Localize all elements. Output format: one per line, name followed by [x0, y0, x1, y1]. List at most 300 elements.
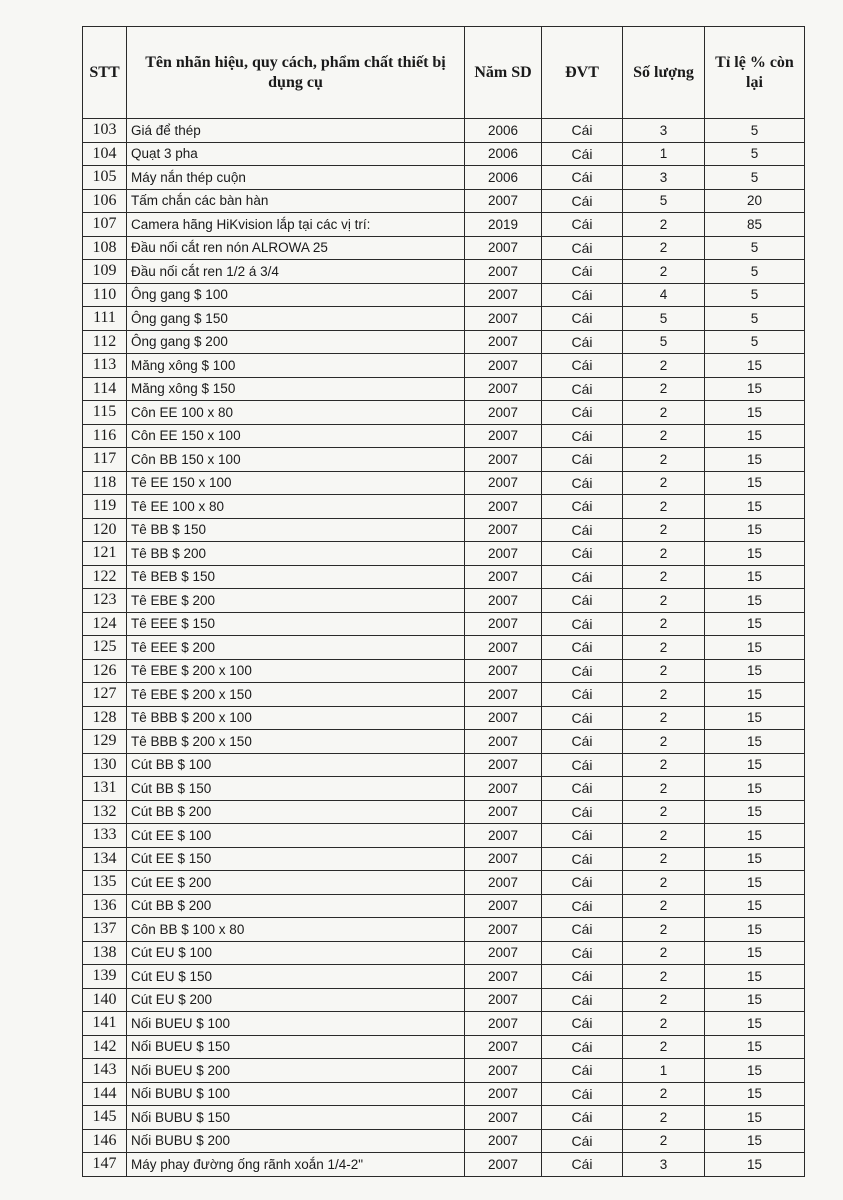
year-cell: 2007 — [465, 495, 542, 519]
qty-cell: 2 — [623, 236, 705, 260]
year-cell: 2007 — [465, 189, 542, 213]
table-row — [83, 189, 805, 213]
year-cell: 2007 — [465, 918, 542, 942]
unit-cell: Cái — [542, 965, 623, 989]
rate-cell: 15 — [705, 824, 805, 848]
rate-cell: 15 — [705, 495, 805, 519]
name-cell: Nối BUEU $ 100 — [127, 1012, 465, 1036]
year-cell: 2007 — [465, 1012, 542, 1036]
name-cell: Máy nắn thép cuộn — [127, 166, 465, 190]
qty-cell: 2 — [623, 424, 705, 448]
year-cell: 2006 — [465, 142, 542, 166]
qty-cell: 1 — [623, 142, 705, 166]
rate-cell: 15 — [705, 659, 805, 683]
name-cell: Quạt 3 pha — [127, 142, 465, 166]
stt-cell: 137 — [83, 918, 127, 942]
stt-cell: 118 — [83, 471, 127, 495]
header-qty: Số lượng — [623, 27, 705, 119]
qty-cell: 2 — [623, 495, 705, 519]
stt-cell: 135 — [83, 871, 127, 895]
name-cell: Tê BEB $ 150 — [127, 565, 465, 589]
stt-cell: 116 — [83, 424, 127, 448]
qty-cell: 2 — [623, 659, 705, 683]
unit-cell: Cái — [542, 448, 623, 472]
year-cell: 2019 — [465, 213, 542, 237]
stt-cell: 142 — [83, 1035, 127, 1059]
table-row — [83, 1153, 805, 1177]
table-row — [83, 659, 805, 683]
rate-cell: 15 — [705, 542, 805, 566]
stt-cell: 112 — [83, 330, 127, 354]
stt-cell: 143 — [83, 1059, 127, 1083]
rate-cell: 15 — [705, 1012, 805, 1036]
stt-cell: 133 — [83, 824, 127, 848]
name-cell: Camera hãng HiKvision lắp tại các vị trí: — [127, 213, 465, 237]
year-cell: 2007 — [465, 448, 542, 472]
table-row — [83, 706, 805, 730]
rate-cell: 15 — [705, 730, 805, 754]
document-page — [82, 26, 805, 1177]
unit-cell: Cái — [542, 589, 623, 613]
name-cell: Nối BUBU $ 200 — [127, 1129, 465, 1153]
name-cell: Tê EEE $ 200 — [127, 636, 465, 660]
rate-cell: 15 — [705, 589, 805, 613]
table-row — [83, 283, 805, 307]
table-row — [83, 636, 805, 660]
qty-cell: 3 — [623, 119, 705, 143]
year-cell: 2007 — [465, 706, 542, 730]
table-row — [83, 941, 805, 965]
name-cell: Cút BB $ 100 — [127, 753, 465, 777]
table-row — [83, 730, 805, 754]
stt-cell: 141 — [83, 1012, 127, 1036]
rate-cell: 15 — [705, 1129, 805, 1153]
qty-cell: 2 — [623, 988, 705, 1012]
table-row — [83, 542, 805, 566]
name-cell: Tê EE 150 x 100 — [127, 471, 465, 495]
table-row — [83, 683, 805, 707]
unit-cell: Cái — [542, 424, 623, 448]
stt-cell: 105 — [83, 166, 127, 190]
name-cell: Cút EE $ 200 — [127, 871, 465, 895]
stt-cell: 110 — [83, 283, 127, 307]
qty-cell: 2 — [623, 589, 705, 613]
name-cell: Cút BB $ 150 — [127, 777, 465, 801]
table-row — [83, 847, 805, 871]
unit-cell: Cái — [542, 1082, 623, 1106]
table-row — [83, 1129, 805, 1153]
unit-cell: Cái — [542, 142, 623, 166]
year-cell: 2007 — [465, 401, 542, 425]
year-cell: 2007 — [465, 659, 542, 683]
unit-cell: Cái — [542, 565, 623, 589]
name-cell: Tê EBE $ 200 x 150 — [127, 683, 465, 707]
stt-cell: 117 — [83, 448, 127, 472]
year-cell: 2007 — [465, 965, 542, 989]
year-cell: 2007 — [465, 518, 542, 542]
rate-cell: 15 — [705, 1153, 805, 1177]
rate-cell: 15 — [705, 753, 805, 777]
name-cell: Cút BB $ 200 — [127, 894, 465, 918]
qty-cell: 1 — [623, 1059, 705, 1083]
year-cell: 2007 — [465, 730, 542, 754]
stt-cell: 122 — [83, 565, 127, 589]
year-cell: 2007 — [465, 589, 542, 613]
rate-cell: 15 — [705, 871, 805, 895]
unit-cell: Cái — [542, 706, 623, 730]
table-body — [83, 119, 805, 1177]
unit-cell: Cái — [542, 260, 623, 284]
qty-cell: 2 — [623, 565, 705, 589]
unit-cell: Cái — [542, 189, 623, 213]
unit-cell: Cái — [542, 1035, 623, 1059]
unit-cell: Cái — [542, 166, 623, 190]
year-cell: 2007 — [465, 1035, 542, 1059]
unit-cell: Cái — [542, 824, 623, 848]
name-cell: Nối BUEU $ 200 — [127, 1059, 465, 1083]
unit-cell: Cái — [542, 777, 623, 801]
rate-cell: 15 — [705, 988, 805, 1012]
year-cell: 2007 — [465, 800, 542, 824]
rate-cell: 15 — [705, 1082, 805, 1106]
qty-cell: 2 — [623, 471, 705, 495]
stt-cell: 114 — [83, 377, 127, 401]
rate-cell: 5 — [705, 260, 805, 284]
year-cell: 2007 — [465, 354, 542, 378]
year-cell: 2007 — [465, 683, 542, 707]
qty-cell: 2 — [623, 730, 705, 754]
year-cell: 2007 — [465, 871, 542, 895]
year-cell: 2007 — [465, 565, 542, 589]
rate-cell: 15 — [705, 401, 805, 425]
table-header — [83, 27, 805, 119]
table-row — [83, 753, 805, 777]
name-cell: Tê EE 100 x 80 — [127, 495, 465, 519]
year-cell: 2007 — [465, 753, 542, 777]
name-cell: Đầu nối cắt ren nón ALROWA 25 — [127, 236, 465, 260]
stt-cell: 126 — [83, 659, 127, 683]
year-cell: 2006 — [465, 166, 542, 190]
stt-cell: 129 — [83, 730, 127, 754]
rate-cell: 15 — [705, 706, 805, 730]
year-cell: 2007 — [465, 636, 542, 660]
stt-cell: 146 — [83, 1129, 127, 1153]
name-cell: Máy phay đường ống rãnh xoắn 1/4-2" — [127, 1153, 465, 1177]
unit-cell: Cái — [542, 213, 623, 237]
unit-cell: Cái — [542, 1012, 623, 1036]
qty-cell: 2 — [623, 542, 705, 566]
year-cell: 2007 — [465, 1129, 542, 1153]
qty-cell: 5 — [623, 189, 705, 213]
table-row — [83, 965, 805, 989]
table-row — [83, 565, 805, 589]
rate-cell: 5 — [705, 119, 805, 143]
year-cell: 2007 — [465, 1153, 542, 1177]
rate-cell: 15 — [705, 565, 805, 589]
year-cell: 2007 — [465, 542, 542, 566]
stt-cell: 140 — [83, 988, 127, 1012]
table-row — [83, 918, 805, 942]
table-row — [83, 518, 805, 542]
table-row — [83, 330, 805, 354]
stt-cell: 131 — [83, 777, 127, 801]
qty-cell: 2 — [623, 260, 705, 284]
table-row — [83, 800, 805, 824]
name-cell: Côn BB 150 x 100 — [127, 448, 465, 472]
unit-cell: Cái — [542, 236, 623, 260]
year-cell: 2007 — [465, 1106, 542, 1130]
table-row — [83, 988, 805, 1012]
table-row — [83, 1035, 805, 1059]
rate-cell: 15 — [705, 800, 805, 824]
qty-cell: 2 — [623, 706, 705, 730]
rate-cell: 15 — [705, 636, 805, 660]
table-row — [83, 354, 805, 378]
qty-cell: 2 — [623, 941, 705, 965]
rate-cell: 5 — [705, 283, 805, 307]
rate-cell: 15 — [705, 965, 805, 989]
header-year: Năm SD — [465, 27, 542, 119]
qty-cell: 2 — [623, 894, 705, 918]
qty-cell: 2 — [623, 1129, 705, 1153]
year-cell: 2007 — [465, 330, 542, 354]
stt-cell: 128 — [83, 706, 127, 730]
name-cell: Tê BBB $ 200 x 100 — [127, 706, 465, 730]
qty-cell: 2 — [623, 753, 705, 777]
qty-cell: 2 — [623, 777, 705, 801]
qty-cell: 2 — [623, 824, 705, 848]
stt-cell: 123 — [83, 589, 127, 613]
table-row — [83, 424, 805, 448]
rate-cell: 15 — [705, 1059, 805, 1083]
year-cell: 2006 — [465, 119, 542, 143]
unit-cell: Cái — [542, 800, 623, 824]
name-cell: Tê EBE $ 200 — [127, 589, 465, 613]
unit-cell: Cái — [542, 847, 623, 871]
table-row — [83, 871, 805, 895]
stt-cell: 120 — [83, 518, 127, 542]
qty-cell: 5 — [623, 330, 705, 354]
stt-cell: 144 — [83, 1082, 127, 1106]
rate-cell: 15 — [705, 518, 805, 542]
table-row — [83, 401, 805, 425]
name-cell: Tê EBE $ 200 x 100 — [127, 659, 465, 683]
name-cell: Tê BBB $ 200 x 150 — [127, 730, 465, 754]
name-cell: Cút EU $ 200 — [127, 988, 465, 1012]
rate-cell: 15 — [705, 1035, 805, 1059]
table-row — [83, 166, 805, 190]
qty-cell: 2 — [623, 918, 705, 942]
table-row — [83, 119, 805, 143]
header-stt: STT — [83, 27, 127, 119]
qty-cell: 5 — [623, 307, 705, 331]
rate-cell: 15 — [705, 612, 805, 636]
table-row — [83, 824, 805, 848]
rate-cell: 15 — [705, 847, 805, 871]
rate-cell: 5 — [705, 142, 805, 166]
rate-cell: 15 — [705, 424, 805, 448]
qty-cell: 2 — [623, 800, 705, 824]
qty-cell: 2 — [623, 213, 705, 237]
year-cell: 2007 — [465, 941, 542, 965]
table-row — [83, 894, 805, 918]
unit-cell: Cái — [542, 283, 623, 307]
name-cell: Ông gang $ 200 — [127, 330, 465, 354]
year-cell: 2007 — [465, 777, 542, 801]
rate-cell: 15 — [705, 918, 805, 942]
stt-cell: 138 — [83, 941, 127, 965]
qty-cell: 2 — [623, 636, 705, 660]
year-cell: 2007 — [465, 847, 542, 871]
table-row — [83, 142, 805, 166]
name-cell: Côn EE 100 x 80 — [127, 401, 465, 425]
table-row — [83, 213, 805, 237]
name-cell: Côn EE 150 x 100 — [127, 424, 465, 448]
stt-cell: 104 — [83, 142, 127, 166]
rate-cell: 5 — [705, 236, 805, 260]
rate-cell: 15 — [705, 683, 805, 707]
rate-cell: 15 — [705, 377, 805, 401]
year-cell: 2007 — [465, 612, 542, 636]
name-cell: Tấm chắn các bàn hàn — [127, 189, 465, 213]
rate-cell: 15 — [705, 941, 805, 965]
unit-cell: Cái — [542, 401, 623, 425]
stt-cell: 106 — [83, 189, 127, 213]
year-cell: 2007 — [465, 1082, 542, 1106]
name-cell: Ông gang $ 150 — [127, 307, 465, 331]
qty-cell: 2 — [623, 377, 705, 401]
unit-cell: Cái — [542, 636, 623, 660]
unit-cell: Cái — [542, 918, 623, 942]
rate-cell: 20 — [705, 189, 805, 213]
name-cell: Cút EU $ 150 — [127, 965, 465, 989]
name-cell: Cút EU $ 100 — [127, 941, 465, 965]
unit-cell: Cái — [542, 471, 623, 495]
unit-cell: Cái — [542, 659, 623, 683]
qty-cell: 2 — [623, 448, 705, 472]
unit-cell: Cái — [542, 119, 623, 143]
rate-cell: 15 — [705, 354, 805, 378]
name-cell: Giá để thép — [127, 119, 465, 143]
stt-cell: 107 — [83, 213, 127, 237]
year-cell: 2007 — [465, 824, 542, 848]
stt-cell: 121 — [83, 542, 127, 566]
equipment-table — [82, 26, 805, 1177]
year-cell: 2007 — [465, 988, 542, 1012]
rate-cell: 15 — [705, 777, 805, 801]
unit-cell: Cái — [542, 1059, 623, 1083]
year-cell: 2007 — [465, 283, 542, 307]
rate-cell: 15 — [705, 894, 805, 918]
table-row — [83, 260, 805, 284]
rate-cell: 5 — [705, 330, 805, 354]
rate-cell: 15 — [705, 448, 805, 472]
year-cell: 2007 — [465, 236, 542, 260]
unit-cell: Cái — [542, 894, 623, 918]
qty-cell: 2 — [623, 965, 705, 989]
name-cell: Nối BUEU $ 150 — [127, 1035, 465, 1059]
qty-cell: 2 — [623, 1012, 705, 1036]
name-cell: Tê EEE $ 150 — [127, 612, 465, 636]
unit-cell: Cái — [542, 518, 623, 542]
unit-cell: Cái — [542, 683, 623, 707]
name-cell: Măng xông $ 100 — [127, 354, 465, 378]
table-row — [83, 236, 805, 260]
name-cell: Nối BUBU $ 100 — [127, 1082, 465, 1106]
table-row — [83, 307, 805, 331]
year-cell: 2007 — [465, 377, 542, 401]
year-cell: 2007 — [465, 260, 542, 284]
stt-cell: 115 — [83, 401, 127, 425]
qty-cell: 2 — [623, 518, 705, 542]
name-cell: Cút EE $ 150 — [127, 847, 465, 871]
qty-cell: 3 — [623, 1153, 705, 1177]
unit-cell: Cái — [542, 377, 623, 401]
header-unit: ĐVT — [542, 27, 623, 119]
name-cell: Nối BUBU $ 150 — [127, 1106, 465, 1130]
unit-cell: Cái — [542, 753, 623, 777]
year-cell: 2007 — [465, 1059, 542, 1083]
rate-cell: 85 — [705, 213, 805, 237]
stt-cell: 134 — [83, 847, 127, 871]
unit-cell: Cái — [542, 871, 623, 895]
qty-cell: 2 — [623, 1035, 705, 1059]
name-cell: Măng xông $ 150 — [127, 377, 465, 401]
stt-cell: 111 — [83, 307, 127, 331]
table-row — [83, 377, 805, 401]
table-row — [83, 1106, 805, 1130]
unit-cell: Cái — [542, 542, 623, 566]
table-row — [83, 1059, 805, 1083]
qty-cell: 3 — [623, 166, 705, 190]
year-cell: 2007 — [465, 471, 542, 495]
stt-cell: 125 — [83, 636, 127, 660]
table-row — [83, 1082, 805, 1106]
table-row — [83, 1012, 805, 1036]
stt-cell: 132 — [83, 800, 127, 824]
unit-cell: Cái — [542, 988, 623, 1012]
qty-cell: 2 — [623, 354, 705, 378]
stt-cell: 124 — [83, 612, 127, 636]
qty-cell: 2 — [623, 871, 705, 895]
stt-cell: 103 — [83, 119, 127, 143]
unit-cell: Cái — [542, 307, 623, 331]
stt-cell: 136 — [83, 894, 127, 918]
rate-cell: 5 — [705, 307, 805, 331]
stt-cell: 145 — [83, 1106, 127, 1130]
unit-cell: Cái — [542, 1106, 623, 1130]
stt-cell: 147 — [83, 1153, 127, 1177]
name-cell: Ông gang $ 100 — [127, 283, 465, 307]
qty-cell: 4 — [623, 283, 705, 307]
year-cell: 2007 — [465, 894, 542, 918]
rate-cell: 15 — [705, 471, 805, 495]
qty-cell: 2 — [623, 401, 705, 425]
stt-cell: 113 — [83, 354, 127, 378]
rate-cell: 15 — [705, 1106, 805, 1130]
qty-cell: 2 — [623, 612, 705, 636]
unit-cell: Cái — [542, 330, 623, 354]
unit-cell: Cái — [542, 730, 623, 754]
stt-cell: 119 — [83, 495, 127, 519]
name-cell: Tê BB $ 150 — [127, 518, 465, 542]
table-row — [83, 448, 805, 472]
stt-cell: 139 — [83, 965, 127, 989]
unit-cell: Cái — [542, 354, 623, 378]
name-cell: Tê BB $ 200 — [127, 542, 465, 566]
stt-cell: 130 — [83, 753, 127, 777]
rate-cell: 5 — [705, 166, 805, 190]
